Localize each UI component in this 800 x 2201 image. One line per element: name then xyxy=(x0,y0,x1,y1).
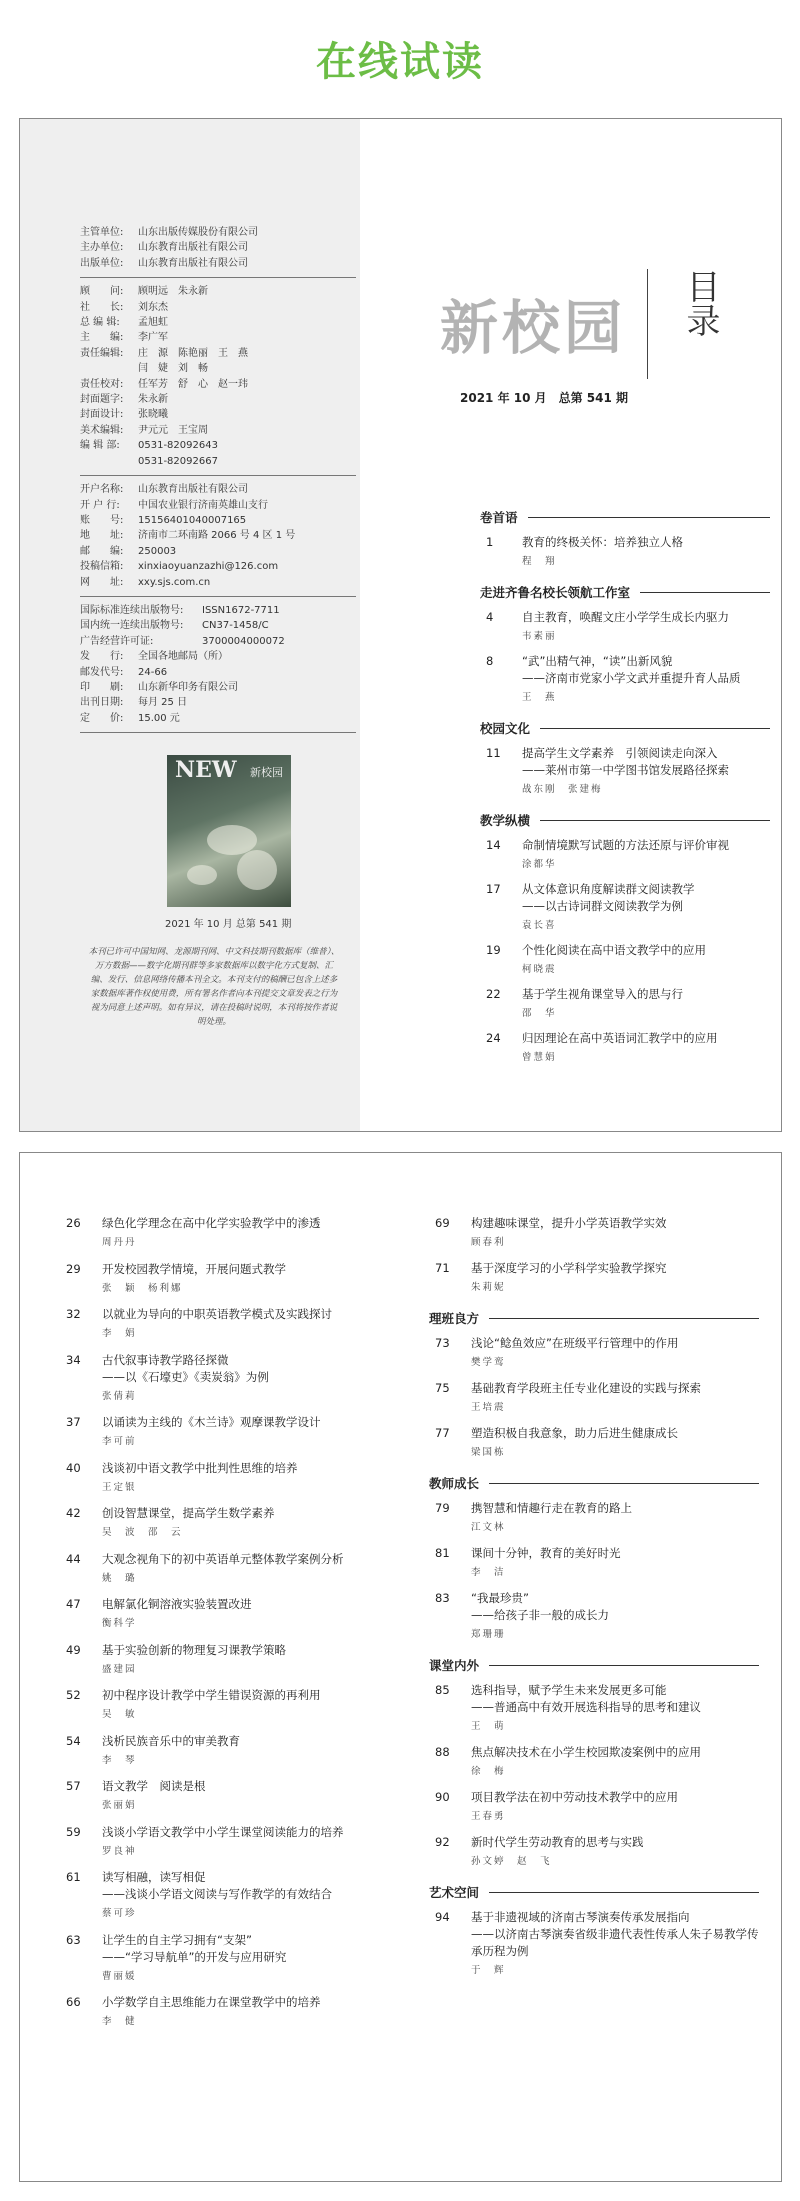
masthead-value: 朱永新 xyxy=(138,394,168,406)
article-subtitle: ——以《石壕吏》《卖炭翁》为例 xyxy=(102,1369,269,1384)
article-title: 从文体意识角度解读群文阅读教学 xyxy=(522,882,695,896)
toc-entry[interactable] xyxy=(480,837,770,873)
masthead-publishers xyxy=(80,225,360,271)
article-author: 梁国栋 xyxy=(471,1447,506,1458)
masthead-row xyxy=(80,284,360,299)
section-label: 课堂内外 xyxy=(429,1658,480,1673)
section-heading xyxy=(429,1884,759,1901)
copyright-statement: 本刊已许可中国知网、龙源期刊网、中文科技期刊数据库（维普）、万方数据——数字化期刊群等多家数据库以数字化方式复制、汇编、发行、信息网络传播本刊全文。本刊支付的稿酬已包含上述多家数据库著作权使用费，所有署名作者向本刊提交文章发表之行为视为同意上述声明。如有异议，请在投稿时说明，本刊将按作者说明处理。 xyxy=(88,946,340,1027)
page-number: 26 xyxy=(66,1216,81,1230)
toc-entry[interactable] xyxy=(429,1744,759,1780)
masthead-key: 地 址: xyxy=(80,530,124,542)
toc-entry[interactable] xyxy=(60,1687,405,1723)
section-label: 卷首语 xyxy=(480,510,518,525)
article-author: 曾慧娟 xyxy=(522,1052,557,1063)
article-title: 新时代学生劳动教育的思考与实践 xyxy=(471,1835,644,1849)
article-author: 徐 梅 xyxy=(471,1766,506,1777)
toc-entry[interactable] xyxy=(429,1789,759,1825)
page-number: 90 xyxy=(435,1790,450,1804)
article-title: 语文教学 阅读是根 xyxy=(102,1779,206,1793)
article-title: “武”出精气神，“读”出新风貌 xyxy=(522,654,673,668)
article-author: 袁长喜 xyxy=(522,920,557,931)
article-author: 李 琴 xyxy=(102,1754,137,1766)
masthead-value: ISSN1672-7711 xyxy=(202,604,280,616)
section-label: 教师成长 xyxy=(429,1476,480,1491)
masthead-value: xinxiaoyuanzazhi@126.com xyxy=(138,561,279,573)
article-author: 江文林 xyxy=(471,1522,506,1533)
page-number: 63 xyxy=(66,1932,81,1947)
masthead-value: 山东教育出版社有限公司 xyxy=(138,257,248,269)
masthead-row xyxy=(80,423,360,438)
masthead-key: 定 价: xyxy=(80,712,124,724)
masthead-value: 每月 25 日 xyxy=(138,697,188,709)
divider xyxy=(80,475,356,476)
section-heading xyxy=(429,1657,759,1674)
masthead-key: 邮发代号: xyxy=(80,666,124,678)
article-title: 选科指导，赋予学生未来发展更多可能 xyxy=(471,1683,667,1697)
article-author: 孙文婷 赵 飞 xyxy=(471,1856,552,1867)
section-label: 校园文化 xyxy=(480,721,531,736)
toc-entry[interactable] xyxy=(429,1425,759,1461)
article-title: 基于学生视角课堂导入的思与行 xyxy=(522,987,683,1001)
article-title: 携智慧和情趣行走在教育的路上 xyxy=(471,1501,632,1515)
page-number: 79 xyxy=(435,1501,450,1515)
article-author: 李 娟 xyxy=(102,1328,137,1339)
masthead-key: 主办单位: xyxy=(80,242,124,254)
masthead-value: 中国农业银行济南英雄山支行 xyxy=(138,499,268,511)
toc-entry[interactable] xyxy=(429,1335,759,1371)
article-subtitle: ——莱州市第一中学图书馆发展路径探索 xyxy=(522,763,729,777)
article-title: 浅谈初中语文教学中批判性思维的培养 xyxy=(102,1460,298,1475)
masthead-value: 孟旭虹 xyxy=(138,317,168,329)
masthead-value: 尹元元 王宝周 xyxy=(138,424,208,436)
page-number: 71 xyxy=(435,1261,450,1275)
page-one xyxy=(19,118,782,1132)
toc-entry[interactable] xyxy=(60,1994,405,2030)
page-number: 75 xyxy=(435,1381,450,1395)
section-label: 走进齐鲁名校长领航工作室 xyxy=(480,585,631,600)
masthead-value: xxy.sjs.com.cn xyxy=(138,576,211,588)
article-title: 初中程序设计教学中学生错误资源的再利用 xyxy=(102,1688,321,1702)
article-author: 盛建园 xyxy=(102,1663,137,1675)
article-author: 樊学鸾 xyxy=(471,1357,506,1368)
toc-right-column xyxy=(429,1215,759,1988)
article-title: 基于深度学习的小学科学实验教学探究 xyxy=(471,1261,667,1275)
article-title: 基于非遗视域的济南古琴演奏传承发展指向 xyxy=(471,1910,690,1924)
toc-entry[interactable] xyxy=(429,1500,759,1536)
masthead-key: 出刊日期: xyxy=(80,697,124,709)
article-title: 构建趣味课堂，提升小学英语教学实效 xyxy=(471,1216,667,1230)
article-author: 曹丽媛 xyxy=(102,1970,137,1982)
article-title: 塑造积极自我意象，助力后进生健康成长 xyxy=(471,1426,678,1440)
masthead-key xyxy=(80,361,138,376)
article-title: 提高学生文学素养 引领阅读走向深入 xyxy=(522,746,718,760)
masthead-value: 15156401040007165 xyxy=(138,514,247,526)
article-subtitle: ——以济南古琴演奏省级非遗代表性传承人朱子易教学传承历程为例 xyxy=(471,1927,759,1958)
toc-entry[interactable] xyxy=(60,1869,405,1922)
toc-entry[interactable] xyxy=(60,1778,405,1814)
section-heading xyxy=(480,720,770,737)
masthead-key: 编 辑 部: xyxy=(80,440,120,452)
toc-entry[interactable] xyxy=(60,1733,405,1769)
masthead-value: 15.00 元 xyxy=(138,712,180,724)
masthead-row xyxy=(80,361,360,376)
masthead-value: 李广军 xyxy=(138,332,168,344)
section-heading xyxy=(429,1475,759,1492)
toc-left-column xyxy=(60,1215,405,2040)
masthead-row xyxy=(80,513,360,528)
divider xyxy=(80,277,356,278)
article-title: 基础教育学段班主任专业化建设的实践与探索 xyxy=(471,1381,701,1395)
masthead-key: 顾 问: xyxy=(80,286,124,298)
article-author: 李 健 xyxy=(102,2016,137,2027)
article-title: 以就业为导向的中职英语教学模式及实践探讨 xyxy=(102,1307,332,1321)
masthead-staff xyxy=(80,284,360,469)
article-author: 顾春利 xyxy=(471,1237,506,1248)
masthead-row xyxy=(80,618,360,633)
masthead-value: CN37-1458/C xyxy=(202,620,269,632)
masthead-value: 任军芳 舒 心 赵一玮 xyxy=(138,378,248,390)
article-author: 王 萌 xyxy=(471,1721,506,1732)
masthead-row xyxy=(80,695,360,710)
masthead-key: 账 号: xyxy=(80,514,124,526)
toc-entry[interactable] xyxy=(60,1460,405,1496)
article-author: 于 辉 xyxy=(471,1965,506,1976)
article-author: 王春勇 xyxy=(471,1811,506,1822)
toc-entry[interactable] xyxy=(60,1932,405,1985)
page-number: 22 xyxy=(486,987,501,1001)
article-subtitle: ——普通高中有效开展选科指导的思考和建议 xyxy=(471,1700,701,1714)
page-number: 47 xyxy=(66,1597,81,1611)
toc-entry[interactable] xyxy=(60,1824,405,1860)
article-subtitle: ——给孩子非一般的成长力 xyxy=(471,1608,609,1622)
masthead-key: 开户名称: xyxy=(80,484,124,496)
page-number: 85 xyxy=(435,1683,450,1697)
article-title: 焦点解决技术在小学生校园欺凌案例中的应用 xyxy=(471,1745,701,1759)
page-number: 66 xyxy=(66,1995,81,2009)
toc-entry[interactable] xyxy=(429,1834,759,1870)
article-author: 柯晓震 xyxy=(522,964,557,975)
article-title: 课间十分钟，教育的美好时光 xyxy=(471,1546,621,1560)
page-number: 40 xyxy=(66,1460,81,1475)
page-number: 14 xyxy=(486,838,501,852)
article-author: 王 燕 xyxy=(522,692,557,703)
masthead-row xyxy=(80,256,360,271)
toc-entry[interactable] xyxy=(480,942,770,978)
masthead-row xyxy=(80,649,360,664)
page-number: 54 xyxy=(66,1733,81,1748)
masthead-row xyxy=(80,315,360,330)
article-title: “我最珍贵” xyxy=(471,1591,529,1605)
page-number: 1 xyxy=(486,535,494,549)
article-author: 程 翔 xyxy=(522,556,557,567)
article-title: 以诵读为主线的《木兰诗》观摩课教学设计 xyxy=(102,1415,321,1429)
cover-thumbnail xyxy=(167,755,291,907)
masthead-key: 网 址: xyxy=(80,576,124,588)
toc-entry[interactable] xyxy=(480,881,770,934)
masthead-key: 广告经营许可证: xyxy=(80,635,154,647)
masthead-row xyxy=(80,498,360,513)
section-heading xyxy=(480,812,770,829)
page-number: 32 xyxy=(66,1307,81,1321)
toc-entry[interactable] xyxy=(429,1590,759,1643)
page-number: 29 xyxy=(66,1261,81,1276)
section-heading xyxy=(480,509,770,526)
masthead-row xyxy=(80,300,360,315)
article-title: 小学数学自主思维能力在课堂教学中的培养 xyxy=(102,1995,321,2009)
page-number: 94 xyxy=(435,1910,450,1924)
article-title: 浅论“鲶鱼效应”在班级平行管理中的作用 xyxy=(471,1336,679,1350)
masthead-value: 顾明远 朱永新 xyxy=(138,286,208,298)
masthead-value: 0531-82092643 xyxy=(138,440,218,452)
article-author: 战东刚 张建梅 xyxy=(522,784,603,795)
article-title: 基于实验创新的物理复习课教学策略 xyxy=(102,1642,286,1657)
masthead-key: 主 编: xyxy=(80,332,124,344)
masthead-bank xyxy=(80,482,360,590)
page-number: 19 xyxy=(486,943,501,957)
masthead-row xyxy=(80,346,360,361)
magazine-logo: 新校园 xyxy=(440,294,627,362)
article-author: 衡科学 xyxy=(102,1618,137,1629)
masthead-row xyxy=(80,544,360,559)
masthead-key: 发 行: xyxy=(80,651,124,663)
article-title: 项目教学法在初中劳动技术教学中的应用 xyxy=(471,1790,678,1804)
cover-en: NEW xyxy=(175,757,237,784)
masthead-value: 全国各地邮局（所） xyxy=(138,651,228,663)
divider xyxy=(80,732,356,733)
toc-entry[interactable] xyxy=(60,1215,405,1251)
masthead-value: 山东新华印务有限公司 xyxy=(138,681,238,693)
masthead-row xyxy=(80,559,360,574)
article-title: 教育的终极关怀：培养独立人格 xyxy=(522,535,683,549)
page-number: 11 xyxy=(486,746,501,760)
masthead-value: 庄 源 陈艳丽 王 燕 xyxy=(138,347,248,359)
article-subtitle: ——济南市党家小学文武并重提升育人品质 xyxy=(522,671,741,685)
article-title: 让学生的自主学习拥有“支架” xyxy=(102,1932,252,1947)
page-number: 77 xyxy=(435,1426,450,1440)
masthead-key: 主管单位: xyxy=(80,227,124,238)
masthead-key: 投稿信箱: xyxy=(80,561,124,573)
article-title: 个性化阅读在高中语文教学中的应用 xyxy=(522,943,706,957)
toc-entry[interactable] xyxy=(480,653,770,706)
article-title: 创设智慧课堂，提高学生数学素养 xyxy=(102,1506,275,1520)
toc-entry[interactable] xyxy=(429,1215,759,1251)
section-label: 艺术空间 xyxy=(429,1885,480,1900)
article-subtitle: ——浅谈小学语文阅读与写作教学的有效结合 xyxy=(102,1887,332,1901)
masthead-key xyxy=(80,454,138,469)
article-author: 王培震 xyxy=(471,1402,506,1413)
page-number: 52 xyxy=(66,1688,81,1702)
article-author: 周丹丹 xyxy=(102,1237,137,1248)
article-title: 浅谈小学语文教学中小学生课堂阅读能力的培养 xyxy=(102,1824,344,1839)
divider xyxy=(647,269,648,379)
article-author: 蔡可珍 xyxy=(102,1908,137,1919)
cover-title: 新校园 xyxy=(250,766,283,780)
article-title: 绿色化学理念在高中化学实验教学中的渗透 xyxy=(102,1216,321,1230)
masthead-key: 责任编辑: xyxy=(80,347,124,359)
article-author: 吴 敏 xyxy=(102,1709,137,1720)
toc-entry[interactable] xyxy=(60,1352,405,1405)
masthead-value: 山东教育出版社有限公司 xyxy=(138,242,248,254)
toc-entry[interactable] xyxy=(60,1261,405,1297)
page-number: 57 xyxy=(66,1779,81,1793)
section-label: 教学纵横 xyxy=(480,813,531,828)
article-title: 自主教育，唤醒文庄小学学生成长内驱力 xyxy=(522,610,729,624)
page-number: 44 xyxy=(66,1551,81,1566)
masthead-panel xyxy=(20,119,360,1131)
masthead-key: 邮 编: xyxy=(80,545,124,557)
toc-entry[interactable] xyxy=(429,1909,759,1979)
page-number: 81 xyxy=(435,1546,450,1560)
toc-entry[interactable] xyxy=(480,534,770,570)
masthead-value: 张晓曦 xyxy=(138,409,168,421)
article-author: 罗良神 xyxy=(102,1845,137,1857)
article-author: 李可前 xyxy=(102,1436,137,1447)
masthead-key: 出版单位: xyxy=(80,257,124,269)
article-author: 张丽娟 xyxy=(102,1800,137,1811)
article-title: 归因理论在高中英语词汇教学中的应用 xyxy=(522,1031,718,1045)
article-title: 大观念视角下的初中英语单元整体教学案例分析 xyxy=(102,1551,344,1566)
masthead-row xyxy=(80,225,360,240)
article-title: 电解氯化铜溶液实验装置改进 xyxy=(102,1597,252,1611)
article-author: 张倩莉 xyxy=(102,1390,137,1402)
masthead-value: 山东教育出版社有限公司 xyxy=(138,484,248,496)
masthead-row xyxy=(80,240,360,255)
toc-entry[interactable] xyxy=(480,609,770,645)
page-number: 92 xyxy=(435,1835,450,1849)
masthead-key: 封面题字: xyxy=(80,394,124,406)
section-label: 理班良方 xyxy=(429,1311,480,1326)
article-title: 浅析民族音乐中的审美教育 xyxy=(102,1733,240,1748)
page-number: 4 xyxy=(486,610,494,624)
divider xyxy=(80,596,356,597)
masthead-row xyxy=(80,482,360,497)
toc-entry[interactable] xyxy=(60,1642,405,1678)
page-number: 8 xyxy=(486,654,494,668)
masthead-key: 封面设计: xyxy=(80,409,124,421)
toc-entry[interactable] xyxy=(480,986,770,1022)
page-number: 83 xyxy=(435,1591,450,1605)
masthead-key: 美术编辑: xyxy=(80,424,124,436)
masthead-value: 山东出版传媒股份有限公司 xyxy=(138,227,258,238)
article-author: 邵 华 xyxy=(522,1008,557,1019)
masthead-key: 国际标准连续出版物号: xyxy=(80,604,184,616)
article-title: 古代叙事诗教学路径探微 xyxy=(102,1352,229,1367)
masthead-row xyxy=(80,438,360,453)
page-number: 88 xyxy=(435,1745,450,1759)
article-author: 朱莉妮 xyxy=(471,1282,506,1293)
masthead-row xyxy=(80,680,360,695)
masthead-row xyxy=(80,407,360,422)
page-two xyxy=(19,1152,782,2182)
masthead-value: 刘东杰 xyxy=(138,301,168,313)
masthead-key: 国内统一连续出版物号: xyxy=(80,620,184,632)
toc-entry[interactable] xyxy=(60,1596,405,1632)
masthead-row xyxy=(80,665,360,680)
masthead-value: 济南市二环南路 2066 号 4 区 1 号 xyxy=(138,530,296,542)
toc-entry[interactable] xyxy=(60,1551,405,1587)
article-title: 命制情境默写试题的方法还原与评价审视 xyxy=(522,838,729,852)
masthead-row xyxy=(80,711,360,726)
masthead-row xyxy=(80,454,360,469)
page-number: 49 xyxy=(66,1642,81,1657)
masthead-value: 闫 婕 刘 畅 xyxy=(138,363,208,375)
page-number: 61 xyxy=(66,1870,81,1884)
masthead-key: 责任校对: xyxy=(80,378,124,390)
article-subtitle: ——以古诗词群文阅读教学为例 xyxy=(522,899,683,913)
toc-entry[interactable] xyxy=(429,1260,759,1296)
page-number: 69 xyxy=(435,1216,450,1230)
masthead-row xyxy=(80,603,360,618)
issue-info: 2021 年 10 月 总第 541 期 xyxy=(460,391,629,405)
toc-entry[interactable] xyxy=(60,1306,405,1342)
article-subtitle: ——“学习导航单”的开发与应用研究 xyxy=(102,1949,287,1964)
section-heading xyxy=(429,1310,759,1327)
article-author: 韦素丽 xyxy=(522,631,557,642)
toc-entry[interactable] xyxy=(429,1380,759,1416)
toc-entry[interactable] xyxy=(60,1505,405,1541)
page-number: 34 xyxy=(66,1352,81,1367)
page-number: 37 xyxy=(66,1415,81,1429)
masthead-key: 印 刷: xyxy=(80,681,124,693)
article-title: 读写相融，读写相促 xyxy=(102,1870,206,1884)
masthead-row xyxy=(80,575,360,590)
article-author: 吴 波 邵 云 xyxy=(102,1527,183,1538)
article-author: 涂都华 xyxy=(522,859,557,870)
masthead-value: 24-66 xyxy=(138,666,168,678)
masthead-value: 250003 xyxy=(138,545,177,557)
masthead-row xyxy=(80,528,360,543)
page-number: 59 xyxy=(66,1824,81,1839)
masthead-value: 3700004000072 xyxy=(202,635,285,647)
toc-entry[interactable] xyxy=(480,1030,770,1066)
masthead-row xyxy=(80,634,360,649)
article-author: 姚 璐 xyxy=(102,1572,137,1584)
toc-entry[interactable] xyxy=(429,1545,759,1581)
masthead-row xyxy=(80,330,360,345)
masthead-issn xyxy=(80,603,360,726)
masthead-key: 社 长: xyxy=(80,301,124,313)
masthead-key: 总 编 辑: xyxy=(80,317,120,329)
masthead-key: 开 户 行: xyxy=(80,499,120,511)
masthead-row xyxy=(80,392,360,407)
article-author: 王定银 xyxy=(102,1481,137,1493)
toc-page-one xyxy=(480,495,770,1074)
banner-title: 在线试读 xyxy=(316,39,484,85)
page-number: 17 xyxy=(486,882,501,896)
toc-entry[interactable] xyxy=(429,1682,759,1735)
masthead-row xyxy=(80,377,360,392)
section-heading xyxy=(480,584,770,601)
page-number: 42 xyxy=(66,1506,81,1520)
contents-heading: 目录 xyxy=(680,269,720,337)
article-author: 李 洁 xyxy=(471,1567,506,1578)
page-number: 24 xyxy=(486,1031,501,1045)
article-author: 张 颖 杨利娜 xyxy=(102,1282,183,1294)
toc-entry[interactable] xyxy=(480,745,770,798)
page-number: 73 xyxy=(435,1336,450,1350)
toc-entry[interactable] xyxy=(60,1414,405,1450)
masthead-value: 0531-82092667 xyxy=(138,455,218,467)
article-author: 郑珊珊 xyxy=(471,1629,506,1640)
article-title: 开发校园教学情境，开展问题式教学 xyxy=(102,1261,286,1276)
cover-caption: 2021 年 10 月 总第 541 期 xyxy=(165,919,292,931)
